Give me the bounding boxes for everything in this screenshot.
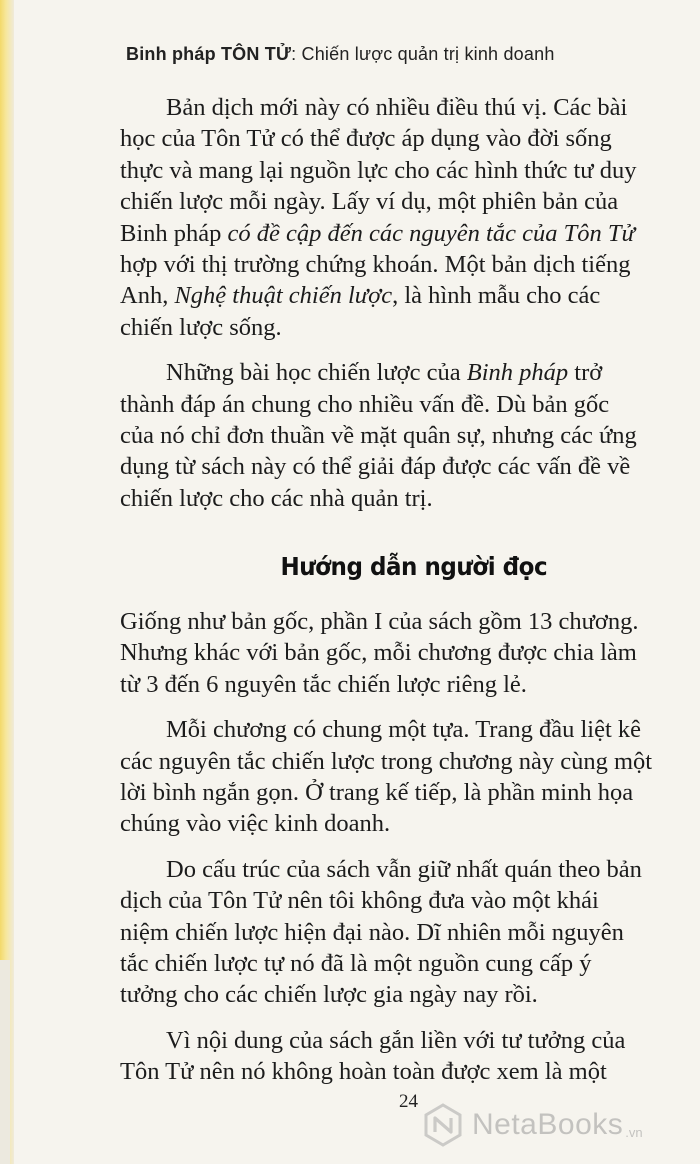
paragraph <box>120 357 700 514</box>
text-line: Mỗi chương có chung một tựa. Trang đầu liệt kê <box>166 716 642 744</box>
text-line <box>120 218 700 249</box>
text-segment: trở <box>568 359 603 387</box>
text-line: dịch của Tôn Tử nên tôi không đưa vào một khái <box>120 887 599 915</box>
body-text-top <box>120 92 700 514</box>
paragraph <box>120 92 700 343</box>
text-segment: , là hình mẫu cho các <box>392 282 601 310</box>
italic-title: Nghệ thuật chiến lược <box>174 282 393 310</box>
text-line: học của Tôn Tử có thể được áp dụng vào đời sống <box>120 125 612 153</box>
watermark-suffix: .vn <box>625 1125 643 1140</box>
text-line: lời bình ngắn gọn. Ở trang kế tiếp, là phần minh họa <box>120 779 634 807</box>
text-line: thành đáp án chung cho nhiều vấn đề. Dù bản gốc <box>120 390 610 418</box>
text-segment: Những bài học chiến lược của <box>166 359 467 387</box>
text-line: thực và mang lại nguồn lực cho các hình thức tư duy <box>120 156 637 184</box>
italic-title: Binh pháp <box>466 359 569 387</box>
page-edge <box>0 0 14 1164</box>
text-line: chiến lược cho các nhà quản trị. <box>120 484 433 512</box>
paragraph <box>120 854 700 1011</box>
text-line: của nó chỉ đơn thuần về mặt quân sự, nhưng các ứng <box>120 422 637 450</box>
text-line: Bản dịch mới này có nhiều điều thú vị. Các bài <box>166 94 628 121</box>
text-line: niệm chiến lược hiện đại nào. Dĩ nhiên mỗi nguyên <box>120 918 624 946</box>
running-header <box>126 44 555 65</box>
running-header-subtitle: : Chiến lược quản trị kinh doanh <box>291 44 555 64</box>
text-line <box>120 280 700 311</box>
watermark <box>420 1098 643 1152</box>
text-line: hợp với thị trường chứng khoán. Một bản dịch tiếng <box>120 251 631 279</box>
text-line: Vì nội dung của sách gắn liền với tư tưởng của <box>166 1026 626 1054</box>
text-line: Giống như bản gốc, phần I của sách gồm 13 chương. <box>120 608 639 635</box>
text-line: Nhưng khác với bản gốc, mỗi chương được chia làm <box>120 639 637 667</box>
italic-title: có đề cập đến các nguyên tắc của Tôn Tử <box>221 219 635 247</box>
watermark-brand: NetaBooks <box>472 1108 624 1141</box>
text-line: chiến lược sống. <box>120 313 282 341</box>
text-line: các nguyên tắc chiến lược trong chương này cùng một <box>120 747 653 775</box>
text-line: Do cấu trúc của sách vẫn giữ nhất quán theo bản <box>166 855 642 883</box>
text-line: tưởng cho các chiến lược gia ngày nay rồi. <box>120 981 538 1009</box>
page-number: 24 <box>399 1091 418 1112</box>
text-line: tắc chiến lược tự nó đã là một nguồn cung cấp ý <box>120 950 592 978</box>
text-line: dụng từ sách này có thể giải đáp được các vấn đề về <box>120 453 631 481</box>
text-segment: Binh pháp <box>120 219 222 247</box>
text-line <box>120 357 700 388</box>
text-segment: Anh, <box>120 282 175 310</box>
text-line: chiến lược mỗi ngày. Lấy ví dụ, một phiên bản của <box>120 188 619 216</box>
text-line: từ 3 đến 6 nguyên tắc chiến lược riêng lẻ. <box>120 670 527 698</box>
body-text-bottom <box>120 606 700 1088</box>
paragraph <box>120 606 700 700</box>
section-heading <box>33 552 677 581</box>
text-line: chúng vào việc kinh doanh. <box>120 810 391 838</box>
running-header-title: Binh pháp TÔN TỬ <box>126 44 292 64</box>
text-line: Tôn Tử nên nó không hoàn toàn được xem là một <box>120 1058 607 1086</box>
section-heading-text: Hướng dẫn người đọc <box>280 552 548 581</box>
paragraph <box>120 714 700 840</box>
hexagon-logo-icon <box>420 1102 466 1148</box>
paragraph <box>120 1025 700 1088</box>
